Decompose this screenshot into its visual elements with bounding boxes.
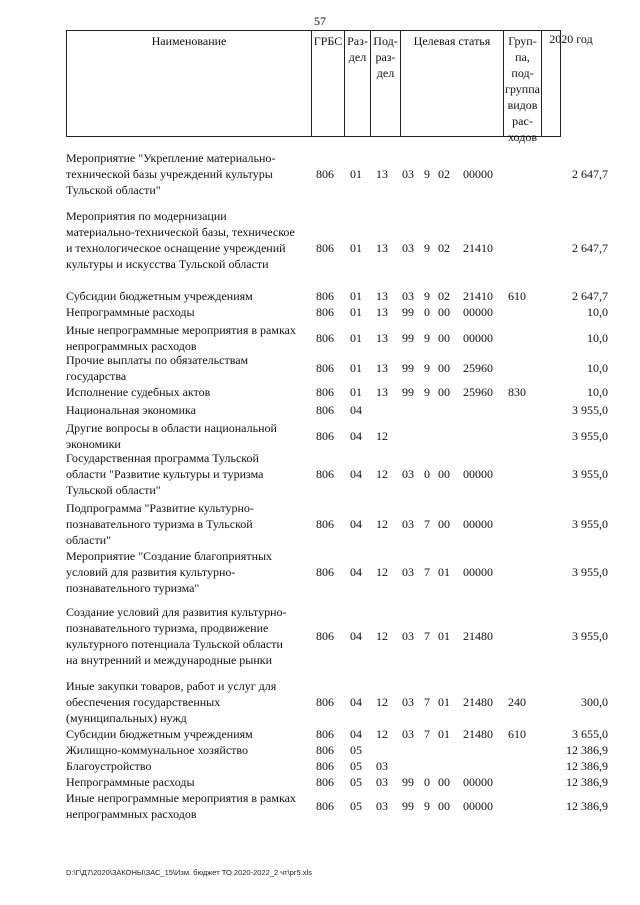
cell-cs2: 7 <box>424 727 430 741</box>
cell-cs2: 0 <box>424 467 430 481</box>
cell-cs2: 9 <box>424 361 430 375</box>
cell-cs4: 21480 <box>463 695 493 709</box>
cell-cs1: 03 <box>402 517 414 531</box>
cell-cs2: 9 <box>424 385 430 399</box>
table-row <box>0 352 640 384</box>
cell-cs1: 99 <box>402 775 414 789</box>
cell-cs3: 00 <box>438 467 450 481</box>
file-path-footer: D:\Г\Д7\2020\ЗАКОНЫ\ЗАС_15\Изм. бюджет ТО 2020-2022_2 чт\рг5.xls <box>66 868 312 877</box>
row-name: Иные закупки товаров, работ и услуг для обеспечения государственных (муниципальных) нужд <box>66 679 277 725</box>
cell-grbs: 806 <box>316 385 334 399</box>
cell-cs2: 7 <box>424 517 430 531</box>
cell-cs4: 21480 <box>463 629 493 643</box>
cell-rz: 04 <box>350 695 362 709</box>
row-name: Мероприятия по модернизации материально-технической базы, техническое и технологическое оснащение учреждений культуры и искусства Тульской области <box>66 209 295 271</box>
cell-cs1: 03 <box>402 467 414 481</box>
cell-cs1: 03 <box>402 695 414 709</box>
row-name: Национальная экономика <box>66 403 196 417</box>
cell-rz: 04 <box>350 517 362 531</box>
cell-cs3: 00 <box>438 517 450 531</box>
table-row <box>0 500 640 548</box>
cell-vr: 610 <box>508 727 526 741</box>
header-grbs: ГРБС <box>312 31 345 136</box>
cell-cs2: 0 <box>424 775 430 789</box>
cell-cs1: 99 <box>402 305 414 319</box>
cell-pr: 13 <box>376 305 388 319</box>
cell-cs3: 00 <box>438 385 450 399</box>
cell-grbs: 806 <box>316 167 334 181</box>
table-row <box>0 384 640 400</box>
cell-cs3: 00 <box>438 361 450 375</box>
cell-cs1: 03 <box>402 727 414 741</box>
cell-cs2: 7 <box>424 695 430 709</box>
table-row <box>0 304 640 320</box>
header-year: 2020 год <box>549 32 593 46</box>
cell-cs1: 99 <box>402 361 414 375</box>
cell-cs4: 00000 <box>463 565 493 579</box>
cell-cs4: 25960 <box>463 385 493 399</box>
cell-cs4: 25960 <box>463 361 493 375</box>
cell-pr: 12 <box>376 695 388 709</box>
header-razdel: Раз- дел <box>345 31 371 136</box>
cell-cs4: 00000 <box>463 167 493 181</box>
cell-cs4: 00000 <box>463 775 493 789</box>
header-celevaya: Целевая статья <box>401 31 504 136</box>
cell-vr: 240 <box>508 695 526 709</box>
cell-amount: 10,0 <box>587 385 608 399</box>
cell-cs3: 02 <box>438 289 450 303</box>
cell-rz: 01 <box>350 361 362 375</box>
cell-pr: 13 <box>376 331 388 345</box>
table-row <box>0 604 640 668</box>
cell-cs3: 02 <box>438 241 450 255</box>
cell-rz: 05 <box>350 759 362 773</box>
row-name: Благоустройство <box>66 759 152 773</box>
cell-pr: 03 <box>376 799 388 813</box>
row-name: Непрограммные расходы <box>66 305 195 319</box>
table-row <box>0 420 640 452</box>
cell-cs4: 21480 <box>463 727 493 741</box>
cell-amount: 3 955,0 <box>572 403 608 417</box>
cell-pr: 03 <box>376 759 388 773</box>
row-name: Субсидии бюджетным учреждениям <box>66 727 253 741</box>
cell-grbs: 806 <box>316 331 334 345</box>
cell-grbs: 806 <box>316 565 334 579</box>
cell-grbs: 806 <box>316 241 334 255</box>
header-gruppa: Груп- па, под- группа видов рас- ходов <box>504 31 542 136</box>
cell-cs1: 99 <box>402 385 414 399</box>
cell-rz: 01 <box>350 331 362 345</box>
cell-cs3: 01 <box>438 727 450 741</box>
cell-amount: 12 386,9 <box>566 759 608 773</box>
cell-cs2: 9 <box>424 289 430 303</box>
cell-grbs: 806 <box>316 759 334 773</box>
cell-pr: 12 <box>376 517 388 531</box>
cell-cs2: 7 <box>424 565 430 579</box>
cell-amount: 3 955,0 <box>572 467 608 481</box>
cell-cs2: 9 <box>424 799 430 813</box>
row-name: Иные непрограммные мероприятия в рамках непрограммных расходов <box>66 323 296 353</box>
cell-amount: 3 955,0 <box>572 565 608 579</box>
cell-rz: 01 <box>350 289 362 303</box>
cell-cs2: 9 <box>424 167 430 181</box>
cell-cs4: 00000 <box>463 799 493 813</box>
cell-rz: 04 <box>350 403 362 417</box>
table-row <box>0 726 640 742</box>
cell-pr: 12 <box>376 467 388 481</box>
cell-grbs: 806 <box>316 743 334 757</box>
cell-pr: 03 <box>376 775 388 789</box>
cell-grbs: 806 <box>316 467 334 481</box>
table-row <box>0 758 640 774</box>
cell-pr: 12 <box>376 429 388 443</box>
cell-pr: 13 <box>376 167 388 181</box>
cell-cs3: 00 <box>438 799 450 813</box>
cell-grbs: 806 <box>316 629 334 643</box>
cell-grbs: 806 <box>316 727 334 741</box>
cell-pr: 12 <box>376 629 388 643</box>
table-row <box>0 402 640 418</box>
cell-grbs: 806 <box>316 305 334 319</box>
cell-cs3: 01 <box>438 629 450 643</box>
header-name: Наименование <box>67 31 312 136</box>
cell-rz: 01 <box>350 305 362 319</box>
row-name: Исполнение судебных актов <box>66 385 211 399</box>
row-name: Жилищно-коммунальное хозяйство <box>66 743 249 757</box>
cell-cs2: 9 <box>424 241 430 255</box>
cell-cs4: 00000 <box>463 467 493 481</box>
cell-vr: 830 <box>508 385 526 399</box>
cell-rz: 05 <box>350 775 362 789</box>
cell-rz: 04 <box>350 467 362 481</box>
cell-rz: 01 <box>350 167 362 181</box>
row-name: Непрограммные расходы <box>66 775 195 789</box>
cell-amount: 12 386,9 <box>566 799 608 813</box>
table-row <box>0 548 640 596</box>
cell-amount: 10,0 <box>587 361 608 375</box>
cell-pr: 12 <box>376 727 388 741</box>
row-name: Субсидии бюджетным учреждениям <box>66 289 253 303</box>
cell-amount: 10,0 <box>587 331 608 345</box>
cell-cs1: 03 <box>402 629 414 643</box>
cell-cs2: 0 <box>424 305 430 319</box>
cell-vr: 610 <box>508 289 526 303</box>
cell-amount: 3 655,0 <box>572 727 608 741</box>
cell-grbs: 806 <box>316 695 334 709</box>
row-name: Государственная программа Тульской области "Развитие культуры и туризма Тульской области" <box>66 451 264 497</box>
cell-amount: 3 955,0 <box>572 629 608 643</box>
cell-cs4: 00000 <box>463 517 493 531</box>
cell-cs1: 03 <box>402 167 414 181</box>
cell-grbs: 806 <box>316 799 334 813</box>
cell-rz: 04 <box>350 565 362 579</box>
cell-pr: 13 <box>376 385 388 399</box>
cell-amount: 300,0 <box>581 695 608 709</box>
table-row <box>0 208 640 288</box>
cell-grbs: 806 <box>316 361 334 375</box>
cell-rz: 05 <box>350 743 362 757</box>
cell-pr: 13 <box>376 241 388 255</box>
page-number: 57 <box>314 14 326 28</box>
cell-cs1: 03 <box>402 565 414 579</box>
cell-rz: 01 <box>350 241 362 255</box>
cell-cs2: 9 <box>424 331 430 345</box>
cell-cs3: 00 <box>438 775 450 789</box>
cell-pr: 13 <box>376 289 388 303</box>
cell-amount: 3 955,0 <box>572 517 608 531</box>
cell-amount: 3 955,0 <box>572 429 608 443</box>
row-name: Создание условий для развития культурно-познавательного туризма, продвижение культурного потенциала Тульской области на внутренний и международные рынки <box>66 605 287 667</box>
table-row <box>0 790 640 822</box>
cell-cs1: 03 <box>402 289 414 303</box>
cell-cs3: 00 <box>438 305 450 319</box>
cell-grbs: 806 <box>316 403 334 417</box>
row-name: Подпрограмма "Развитие культурно-познавательного туризма в Тульской области" <box>66 501 254 547</box>
table-row <box>0 450 640 498</box>
cell-cs3: 01 <box>438 695 450 709</box>
table-row <box>0 288 640 304</box>
row-name: Мероприятие "Укрепление материально-технической базы учреждений культуры Тульской области" <box>66 151 276 197</box>
cell-cs1: 99 <box>402 799 414 813</box>
cell-cs4: 00000 <box>463 305 493 319</box>
header-podrazdel: Под- раз- дел <box>371 31 401 136</box>
cell-cs1: 99 <box>402 331 414 345</box>
cell-amount: 10,0 <box>587 305 608 319</box>
row-name: Иные непрограммные мероприятия в рамках непрограммных расходов <box>66 791 296 821</box>
row-name: Прочие выплаты по обязательствам государства <box>66 353 249 383</box>
cell-cs3: 00 <box>438 331 450 345</box>
cell-cs4: 21410 <box>463 289 493 303</box>
cell-rz: 05 <box>350 799 362 813</box>
cell-cs4: 21410 <box>463 241 493 255</box>
table-row <box>0 678 640 726</box>
cell-amount: 2 647,7 <box>572 241 608 255</box>
cell-cs1: 03 <box>402 241 414 255</box>
cell-cs4: 00000 <box>463 331 493 345</box>
table-row <box>0 742 640 758</box>
table-row <box>0 322 640 354</box>
cell-rz: 01 <box>350 385 362 399</box>
row-name: Другие вопросы в области национальной экономики <box>66 421 277 451</box>
cell-rz: 04 <box>350 429 362 443</box>
cell-cs2: 7 <box>424 629 430 643</box>
cell-pr: 12 <box>376 565 388 579</box>
cell-amount: 12 386,9 <box>566 743 608 757</box>
cell-grbs: 806 <box>316 517 334 531</box>
cell-cs3: 01 <box>438 565 450 579</box>
cell-grbs: 806 <box>316 289 334 303</box>
table-row <box>0 774 640 790</box>
cell-amount: 2 647,7 <box>572 167 608 181</box>
cell-grbs: 806 <box>316 775 334 789</box>
cell-rz: 04 <box>350 629 362 643</box>
cell-grbs: 806 <box>316 429 334 443</box>
cell-amount: 12 386,9 <box>566 775 608 789</box>
row-name: Мероприятие "Создание благоприятных условий для развития культурно-познавательного туризма" <box>66 549 273 595</box>
cell-rz: 04 <box>350 727 362 741</box>
cell-amount: 2 647,7 <box>572 289 608 303</box>
cell-cs3: 02 <box>438 167 450 181</box>
cell-pr: 13 <box>376 361 388 375</box>
table-row <box>0 150 640 198</box>
